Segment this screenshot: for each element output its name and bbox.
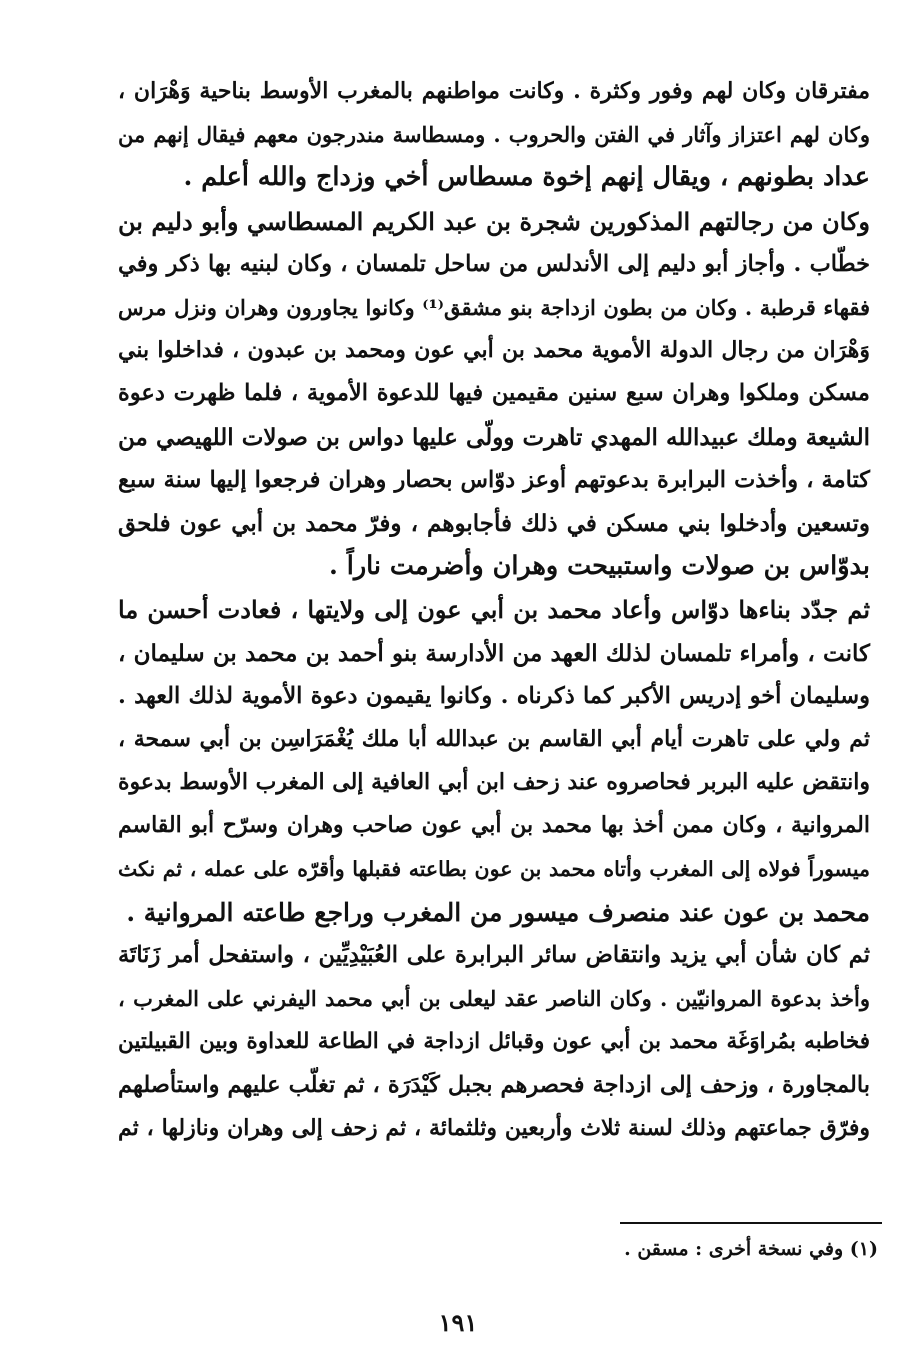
- text-line: ثم جدّد بناءها دوّاس وأعاد محمد بن أبي عون إلى ولايتها ، فعادت أحسن ما: [118, 595, 870, 625]
- text-line: مسكن وملكوا وهران سبع سنين مقيمين فيها للدعوة الأموية ، فلما ظهرت دعوة: [118, 380, 870, 407]
- text-line: فخاطبه بمُراوَغَة محمد بن أبي عون وقبائل ازداجة في الطاعة للعداوة وبين القبيلتين: [118, 1029, 870, 1055]
- text-line: الشيعة وملك عبيدالله المهدي تاهرت وولّى عليها دواس بن صولات اللهيصي من: [118, 423, 870, 451]
- text-line: مفترقان وكان لهم وفور وكثرة . وكانت مواطنهم بالمغرب الأوسط بناحية وَهْرَان ،: [118, 78, 870, 104]
- footnote-divider: [620, 1222, 882, 1224]
- text-line: وفرّق جماعتهم وذلك لسنة ثلاث وأربعين وثلثمائة ، ثم زحف إلى وهران ونازلها ، ثم: [118, 1114, 870, 1141]
- page-number: ١٩١: [438, 1308, 478, 1337]
- text-line: ثم كان شأن أبي يزيد وانتقاض سائر البرابرة على العُبَيْدِيِّين ، واستفحل أمر زَنَاتَة: [118, 942, 870, 969]
- text-line: كانت ، وأمراء تلمسان لذلك العهد من الأدارسة بنو أحمد بن محمد بن سليمان ،: [118, 639, 870, 667]
- text-line: محمد بن عون عند منصرف ميسور من المغرب وراجع طاعته المروانية .: [126, 897, 870, 927]
- text-line: ميسوراً فولاه إلى المغرب وأتاه محمد بن عون بطاعته فقبلها وأقرّه على عمله ، ثم نكث: [118, 856, 870, 881]
- text-line: بدوّاس بن صولات واستبيحت وهران وأضرمت ناراً .: [329, 551, 870, 582]
- text-line: وكان من رجالتهم المذكورين شجرة بن عبد الكريم المسطاسي وأبو دليم بن: [118, 206, 870, 236]
- text-line: وانتقض عليه البربر فحاصروه عند زحف ابن أبي العافية إلى المغرب الأوسط بدعوة: [118, 769, 870, 796]
- text-line: كتامة ، وأخذت البرابرة بدعوتهم أوعز دوّاس بحصار وهران فرجعوا إليها سنة سبع: [118, 466, 870, 493]
- text-line: بالمجاورة ، وزحف إلى ازداجة فحصرهم بجبل كَيْدَرَة ، ثم تغلّب عليهم واستأصلهم: [118, 1071, 870, 1098]
- text-line: وأخذ بدعوة المروانيّين . وكان الناصر عقد ليعلى بن أبي محمد اليفرني على المغرب ،: [118, 986, 870, 1012]
- text-line: ثم ولي على تاهرت أيام أبي القاسم بن عبدالله أبا ملك يُغْمَرَاسِن بن أبي سمحة ،: [118, 726, 870, 753]
- text-line: عداد بطونهم ، ويقال إنهم إخوة مسطاس أخي وزداج والله أعلم .: [183, 162, 870, 193]
- text-line: المروانية ، وكان ممن أخذ بها محمد بن أبي عون صاحب وهران وسرّح أبو القاسم: [118, 812, 870, 839]
- footnote: (١) وفي نسخة أخرى : مسقن .: [624, 1238, 878, 1260]
- text-line: وكان لهم اعتزاز وآثار في الفتن والحروب . ومسطاسة مندرجون معهم فيقال إنهم من: [118, 122, 870, 148]
- text-line: وسليمان أخو إدريس الأكبر كما ذكرناه . وكانوا يقيمون دعوة الأموية لذلك العهد .: [118, 682, 870, 709]
- body-text: [118, 70, 870, 1150]
- text-line: وتسعين وأدخلوا بني مسكن في ذلك فأجابوهم ، وفرّ محمد بن أبي عون فلحق: [118, 510, 870, 538]
- text-line: فقهاء قرطبة . وكان من بطون ازداجة بنو مشقق⁽¹⁾ وكانوا يجاورون وهران ونزل مرس: [118, 295, 870, 321]
- text-line: وَهْرَان من رجال الدولة الأموية محمد بن أبي عون ومحمد بن عبدون ، فداخلوا بني: [118, 337, 870, 364]
- text-line: خطّاب . وأجاز أبو دليم إلى الأندلس من ساحل تلمسان ، وكان لبنيه بها ذكر وفي: [118, 250, 870, 277]
